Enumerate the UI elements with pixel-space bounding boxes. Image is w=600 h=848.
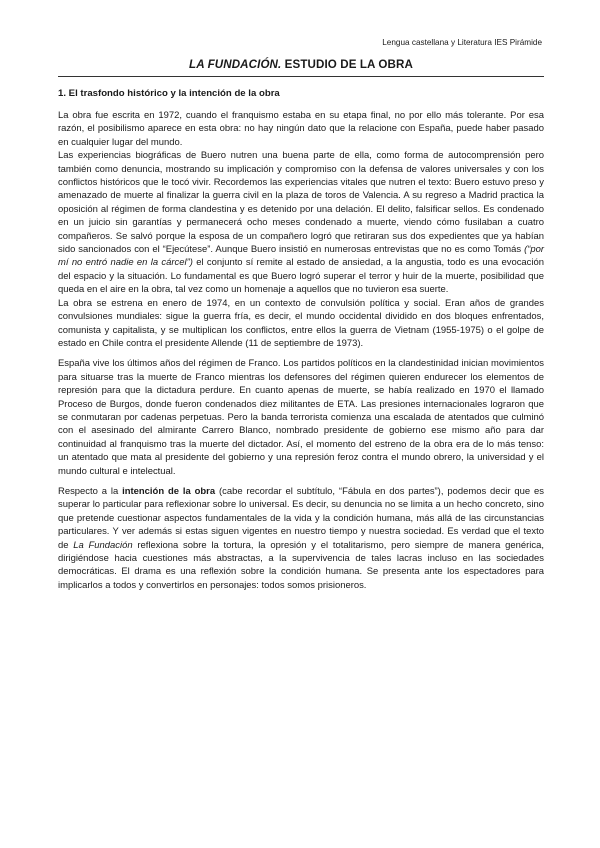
paragraph-intention-keyword: intención de la obra [122, 485, 216, 497]
paragraph-biography-text: Las experiencias biográficas de Buero nutren una buena parte de ella, como forma de autocomprensión pero también como denuncia, mostrando su implicación y compromiso con la defensa de valores universales y con los conflictos históricos que le tocó vivir. Recordemos las experiencias vitales que nutren el texto: Buero estuvo preso y amenazado de muerte al finalizar la guerra civil en la plaza de toros de Valencia. A su regreso a Madrid practica la oposición al régimen de forma clandestina y es detenido por una delación. El delito, falsificar sellos. Es condenado en un juicio sin garantías y permanecerá ocho meses condenado a muerte, viendo cómo fusilaban a cuatro compañeros. Se salvó porque la esposa de un compañero logró que retiraran sus dos expedientes que ya habían sido sancionados con el “Ejecútese”. Aunque Buero insistió en numerosas entrevistas que no es como Tomás [58, 150, 544, 256]
paragraph-intention-work-title: La Fundación [73, 539, 133, 551]
document-title-rest: ESTUDIO DE LA OBRA [281, 58, 413, 71]
paragraph-composition: La obra fue escrita en 1972, cuando el franquismo estaba en su etapa final, no por ello más tolerante. Por esa razón, el posibilismo aparece en esta obra: no hay ningún dato que la relacione con España, puede haber pasado en cualquier lugar del mundo. [58, 110, 544, 148]
document-page [58, 38, 544, 592]
running-header: Lengua castellana y Literatura IES Pirámide [382, 38, 542, 47]
paragraph-spain-context: España vive los últimos años del régimen de Franco. Los partidos políticos en la clandestinidad inician movimientos para situarse tras la muerte de Franco mientras los defensores del régimen quieren endurecer los elementos de represión para que la dictadura perdure. En cuanto apenas de muerte, se había realizado en 1970 el llamado Proceso de Burgos, donde fueron condenados diez militantes de ETA. Las presiones internacionales lograron que se conmutaran por cadenas perpetuas. Pero la banda terrorista comienza una escalada de atentados que culminó con el asesinado del almirante Carrero Blanco, nombrado presidente de gobierno ese mismo año para dar continuidad al franquismo tras la muerte del dictador. Así, el momento del estreno de la obra era de lo más tenso: un atentado que mata al presidente del gobierno y una represión feroz contra el mundo obrero, la universidad y el mundo cultural e intelectual. [58, 358, 544, 477]
paragraph-intention-text: (cabe recordar el subtítulo, “Fábula en dos partes”), podemos decir que es superar lo particular para reflexionar sobre lo universal. Es decir, su denuncia no se limita a un hecho concreto, sino que pretende cuestionar aspectos fundamentales de la vida y la condición humana, más allá de las circunstancias particulares. Y ver además si estas siguen vigentes en nuestro tiempo y nuestra sociedad. Es verdad que el texto de [58, 485, 544, 551]
paragraph-biography-text-end: el conjunto sí remite al estado de ansiedad, a la angustia, todo es una evocación del espacio y la situación. Lo fundamental es que Buero logró superar el terror y huir de la muerte, posibilidad que queda en el aire en la obra, tal vez como un homenaje a aquellos que no tuvieron esa suerte. [58, 257, 544, 296]
section-heading: 1. El trasfondo histórico y la intención de la obra [58, 88, 280, 99]
paragraph-premiere-context: La obra se estrena en enero de 1974, en un contexto de convulsión política y social. Eran años de grandes convulsiones mundiales: sigue la guerra fría, es decir, el mundo occidental dividido en dos bloques enfrentados, comunista y capitalista, y se multiplican los conflictos, entre ellos la guerra de Vietnam (1955-1975) o el golpe de estado en Chile contra el presidente Allende (11 de septiembre de 1973). [58, 297, 544, 349]
paragraph-biography [58, 149, 544, 296]
paragraph-intention-lead: Respecto a la [58, 485, 123, 497]
paragraph-intention-text-end: reflexiona sobre la tortura, la opresión y el totalitarismo, pero siempre de manera genérica, dirigiéndose hacia cuestiones más abstractas, a la supervivencia de tales lacras incluso en las sociedades democráticas. El drama es una reflexión sobre la condición humana. Se presenta ante los espectadores para implicarlos a todos y convertirlos en personajes: todos somos prisioneros. [58, 539, 544, 591]
paragraph-biography-quote: (“por mí no entró nadie en la cárcel”) [58, 244, 544, 269]
paragraph-intention [58, 485, 544, 592]
document-title [58, 58, 544, 72]
title-rule [58, 76, 544, 77]
document-title-work: LA FUNDACIÓN. [189, 58, 282, 71]
